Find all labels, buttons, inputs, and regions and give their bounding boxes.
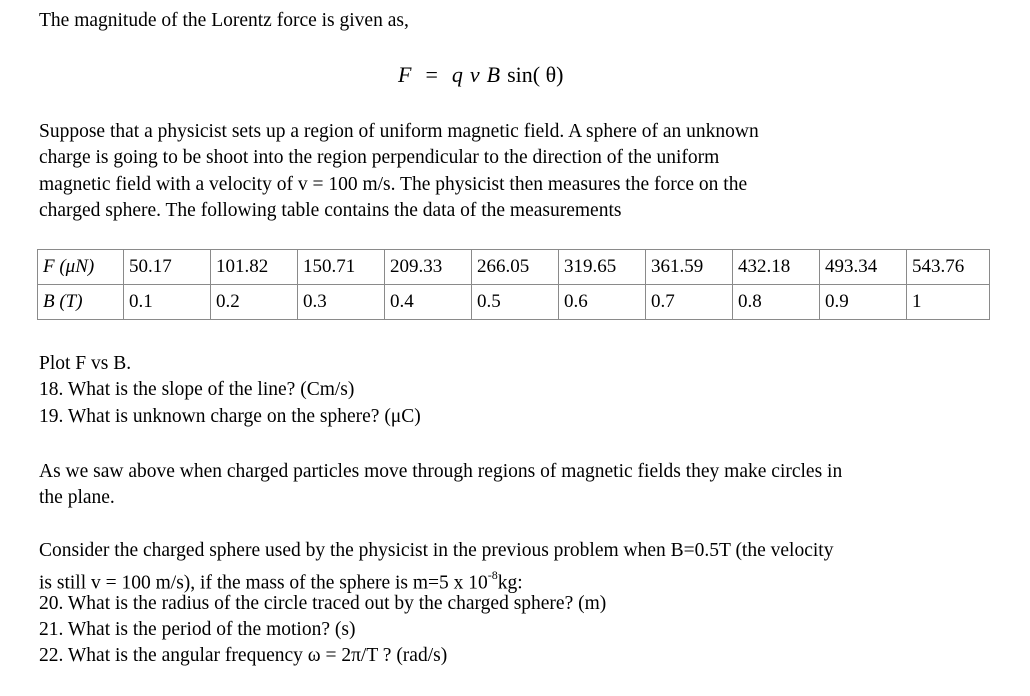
mass-exponent: -8 (487, 568, 498, 582)
table-cell: 0.5 (472, 285, 559, 320)
paragraph3-line1: Consider the charged sphere used by the physicist in the previous problem when B=0.5T (the velocity (39, 540, 834, 561)
intro-text: The magnitude of the Lorentz force is given as, (39, 10, 409, 31)
equation-v: v (469, 62, 480, 87)
table-cell: 0.7 (646, 285, 733, 320)
table-cell: 150.71 (298, 250, 385, 285)
question-18: 18. What is the slope of the line? (Cm/s) (39, 379, 355, 400)
table-cell: 0.1 (124, 285, 211, 320)
question-22: 22. What is the angular frequency ω = 2π/T ? (rad/s) (39, 645, 448, 666)
lorentz-equation (398, 60, 563, 90)
paragraph1-line2: charge is going to be shoot into the region perpendicular to the direction of the uniform (39, 147, 720, 168)
table-cell: 50.17 (124, 250, 211, 285)
table-cell: 0.4 (385, 285, 472, 320)
table-cell: 209.33 (385, 250, 472, 285)
paragraph1-line1: Suppose that a physicist sets up a region of uniform magnetic field. A sphere of an unknown (39, 121, 759, 142)
table-cell: 361.59 (646, 250, 733, 285)
table-cell: 0.6 (559, 285, 646, 320)
table-cell: 0.9 (820, 285, 907, 320)
paragraph1-line3: magnetic field with a velocity of v = 100 m/s. The physicist then measures the force on the (39, 174, 748, 195)
table-cell: 266.05 (472, 250, 559, 285)
table-cell: 432.18 (733, 250, 820, 285)
table-cell: 101.82 (211, 250, 298, 285)
table-cell: 493.34 (820, 250, 907, 285)
equation-q: q (451, 62, 463, 87)
question-21: 21. What is the period of the motion? (s) (39, 619, 356, 640)
paragraph3-line2-unit: kg: (497, 572, 523, 594)
table-header-field: B (T) (38, 285, 124, 320)
question-19: 19. What is unknown charge on the sphere? (μC) (39, 406, 421, 427)
table-row-force (38, 250, 990, 285)
table-cell: 1 (907, 285, 990, 320)
table-cell: 0.3 (298, 285, 385, 320)
plot-instruction: Plot F vs B. (39, 353, 132, 374)
equation-equals: = (425, 62, 438, 87)
paragraph3-line2-text: is still v = 100 m/s), if the mass of the sphere is m=5 x 10 (39, 572, 488, 594)
equation-b: B (486, 62, 501, 87)
measurement-table (37, 249, 990, 320)
equation-lhs: F (398, 62, 412, 87)
table-row-field (38, 285, 990, 320)
table-cell: 0.2 (211, 285, 298, 320)
paragraph1-line4: charged sphere. The following table contains the data of the measurements (39, 200, 622, 221)
table-cell: 543.76 (907, 250, 990, 285)
table-cell: 319.65 (559, 250, 646, 285)
question-20: 20. What is the radius of the circle traced out by the charged sphere? (m) (39, 593, 607, 614)
table-header-force: F (μN) (38, 250, 124, 285)
paragraph2-line1: As we saw above when charged particles move through regions of magnetic fields they make circles in (39, 461, 843, 482)
paragraph2-line2: the plane. (39, 487, 115, 508)
equation-sine: sin( θ) (507, 62, 564, 87)
table-cell: 0.8 (733, 285, 820, 320)
